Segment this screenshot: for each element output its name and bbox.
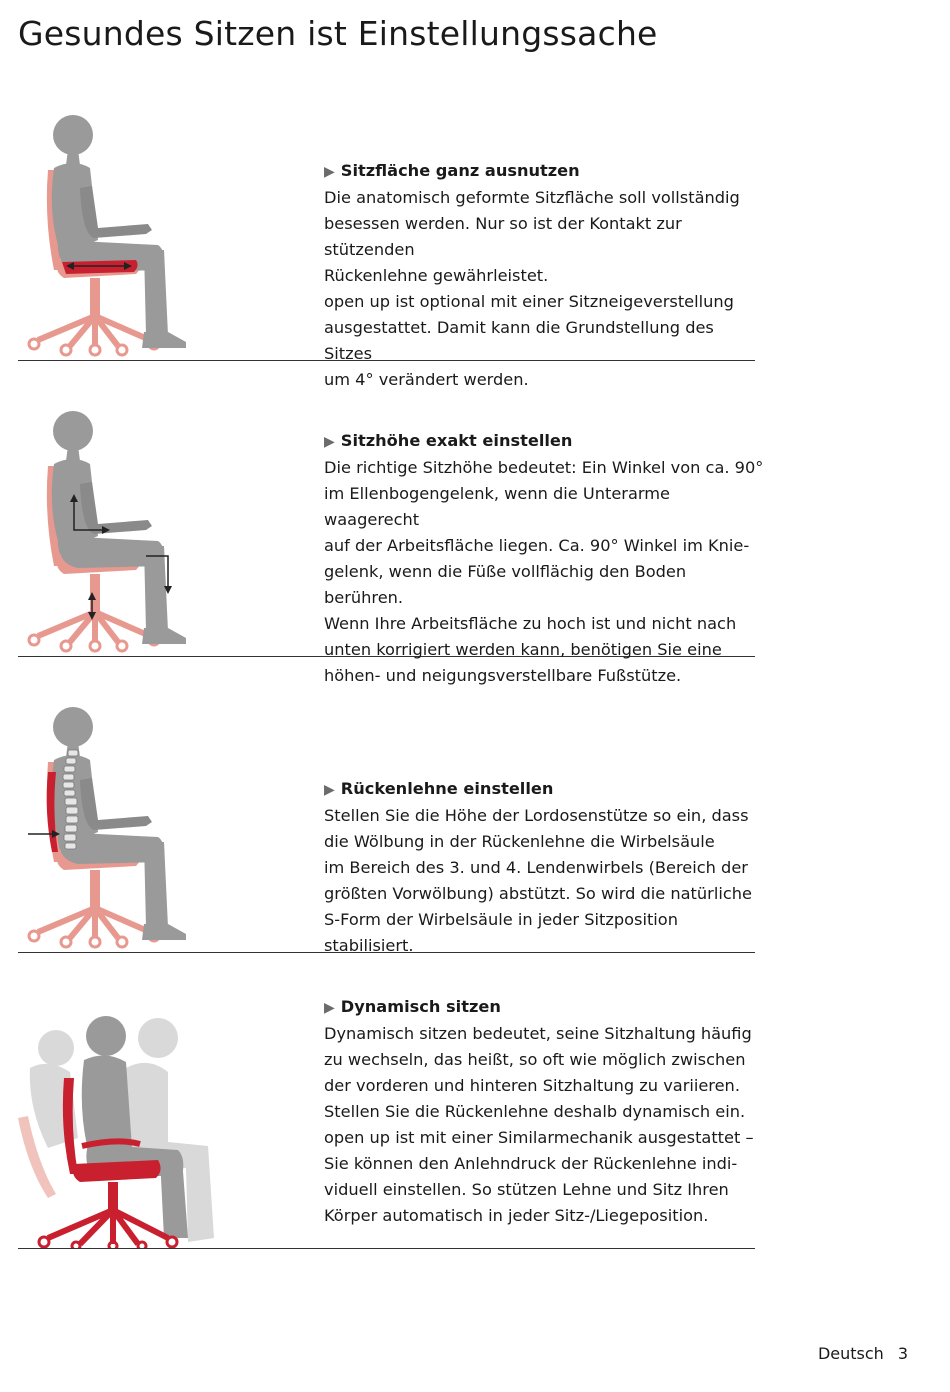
seated-figure-illustration [18,110,218,360]
text-line: gelenk, wenn die Füße vollflächig den Boden berühren. [324,562,687,607]
text-line: zu wechseln, das heißt, so oft wie möglich zwischen [324,1050,746,1069]
text-block [324,994,764,1229]
text-line: Die anatomisch geformte Sitzfläche soll vollständig [324,188,740,207]
text-line: Wenn Ihre Arbeitsfläche zu hoch ist und nicht nach [324,614,737,633]
text-line: größten Vorwölbung) abstützt. So wird die natürliche [324,884,752,903]
section-seat-usage [18,100,755,389]
heading-text: Sitzfläche ganz ausnutzen [340,161,580,180]
heading-text: Dynamisch sitzen [340,997,501,1016]
text-line: der vorderen und hinteren Sitzhaltung zu variieren. [324,1076,740,1095]
triangle-bullet-icon: ▶ [324,1000,335,1016]
section-backrest [18,692,755,953]
seated-figure-illustration [18,702,218,952]
text-line: im Ellenbogengelenk, wenn die Unterarme waagerecht [324,484,670,529]
text-line: open up ist mit einer Similarmechanik ausgestattet – [324,1128,754,1147]
text-line: Dynamisch sitzen bedeutet, seine Sitzhaltung häufig [324,1024,752,1043]
text-line: auf der Arbeitsfläche liegen. Ca. 90° Winkel im Knie- [324,536,750,555]
text-block [324,428,764,689]
page-number: 3 [897,1344,908,1363]
heading-text: Rückenlehne einstellen [340,779,554,798]
dynamic-sitting-illustration [18,998,218,1248]
text-line: S-Form der Wirbelsäule in jeder Sitzposition stabilisiert. [324,910,678,955]
text-line: um 4° verändert werden. [324,370,529,389]
section-seat-height [18,396,764,685]
section-dynamic-sitting [18,988,755,1249]
text-line: im Bereich des 3. und 4. Lendenwirbels (Bereich der [324,858,748,877]
section-heading [324,158,764,185]
footer-language: Deutsch [817,1344,884,1363]
text-line: Körper automatisch in jeder Sitz-/Liegeposition. [324,1206,709,1225]
text-line: unten korrigiert werden kann, benötigen Sie eine [324,640,722,659]
text-line: Stellen Sie die Rückenlehne deshalb dynamisch ein. [324,1102,746,1121]
text-line: Rückenlehne gewährleistet. [324,266,549,285]
text-line: höhen- und neigungsverstellbare Fußstütze. [324,666,682,685]
text-line: Die richtige Sitzhöhe bedeutet: Ein Winkel von ca. 90° [324,458,764,477]
section-heading [324,776,764,803]
text-line: besessen werden. Nur so ist der Kontakt zur stützenden [324,214,682,259]
text-block [324,158,764,393]
text-line: viduell einstellen. So stützen Lehne und Sitz Ihren [324,1180,729,1199]
text-line: die Wölbung in der Rückenlehne die Wirbelsäule [324,832,715,851]
triangle-bullet-icon: ▶ [324,782,335,798]
page-title: Gesundes Sitzen ist Einstellungssache [18,14,658,53]
text-block [324,776,764,959]
page-footer [818,1344,908,1363]
section-heading [324,428,764,455]
triangle-bullet-icon: ▶ [324,164,335,180]
section-heading [324,994,764,1021]
text-line: ausgestattet. Damit kann die Grundstellung des Sitzes [324,318,714,363]
seated-figure-illustration [18,406,218,656]
text-line: Stellen Sie die Höhe der Lordosenstütze so ein, dass [324,806,749,825]
text-line: open up ist optional mit einer Sitzneigeverstellung [324,292,734,311]
heading-text: Sitzhöhe exakt einstellen [340,431,573,450]
triangle-bullet-icon: ▶ [324,434,335,450]
text-line: Sie können den Anlehndruck der Rückenlehne indi- [324,1154,738,1173]
